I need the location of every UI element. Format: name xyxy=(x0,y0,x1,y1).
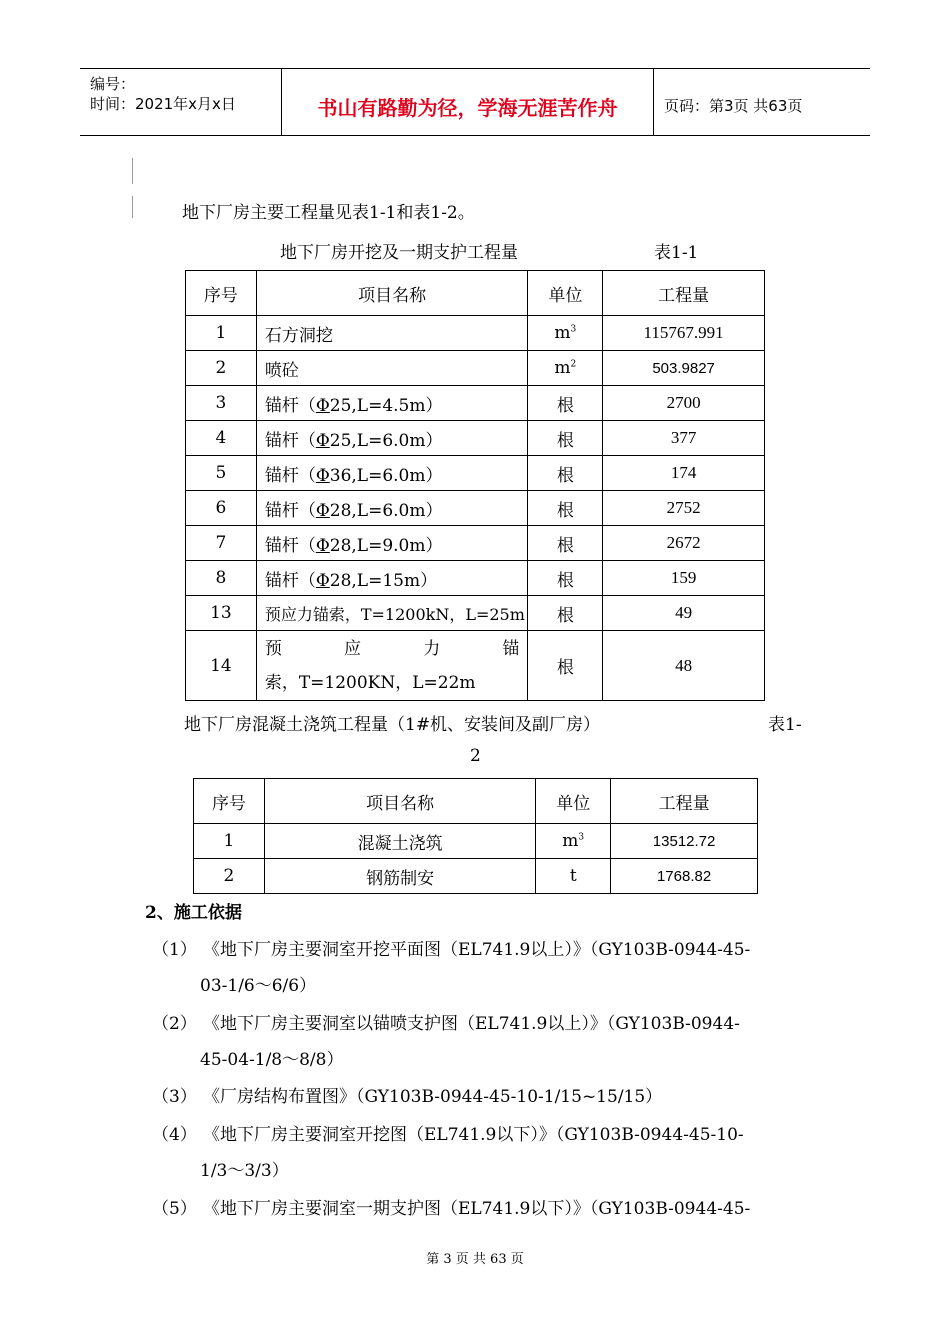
item-name: 预应力锚索，T=1200kN，L=25m xyxy=(256,596,528,631)
unit-sup: 2 xyxy=(570,359,577,370)
name-part: 锚杆（ xyxy=(264,500,316,521)
item-name: 钢筋制安 xyxy=(264,859,535,894)
item-name xyxy=(256,491,528,526)
diameter-symbol: Φ xyxy=(315,430,330,451)
quantity-cell: 49 xyxy=(603,596,765,631)
table-row xyxy=(186,526,765,561)
quantity-cell: 2700 xyxy=(603,386,765,421)
number-label: 编号： xyxy=(90,75,136,93)
table2-caption: 地下厂房混凝土浇筑工程量（1#机、安装间及副厂房） xyxy=(184,715,601,735)
quantity-cell: 174 xyxy=(603,456,765,491)
table2-number-cont: 2 xyxy=(470,746,481,766)
table-row xyxy=(186,491,765,526)
header-cell: 单位 xyxy=(536,779,611,824)
name-part: 锚杆（ xyxy=(264,570,316,591)
table-row xyxy=(186,561,765,596)
name-part: 锚杆（ xyxy=(264,535,316,556)
row-number: 14 xyxy=(186,631,257,701)
unit-text: m xyxy=(554,358,571,378)
unit-cell: 根 xyxy=(528,386,603,421)
header-cell: 单位 xyxy=(528,271,603,316)
basis-line: 《厂房结构布置图》（GY103B-0944-45-10-1/15~15/15） xyxy=(203,1087,663,1107)
quantity-cell: 48 xyxy=(603,631,765,701)
name-part: 36,L=6.0m） xyxy=(329,465,443,486)
unit-cell: 根 xyxy=(528,456,603,491)
name-char: 应 xyxy=(344,638,362,659)
quantity-cell: 13512.72 xyxy=(611,824,758,859)
table-row xyxy=(194,824,758,859)
name-part: 28,L=9.0m） xyxy=(329,535,443,556)
row-number: 1 xyxy=(194,824,265,859)
basis-line: 03-1/6～6/6） xyxy=(200,976,317,996)
unit-cell: t xyxy=(536,859,611,894)
table-row xyxy=(186,316,765,351)
name-char: 锚 xyxy=(502,638,520,659)
basis-line: 《地下厂房主要洞室开挖图（EL741.9以下）》（GY103B-0944-45-10- xyxy=(203,1125,744,1145)
name-part: 28,L=6.0m） xyxy=(329,500,443,521)
table-header-row xyxy=(186,271,765,316)
basis-index: （5） xyxy=(152,1199,197,1219)
unit-cell: 根 xyxy=(528,596,603,631)
table1-number: 表1-1 xyxy=(654,243,699,263)
unit-cell: 根 xyxy=(528,526,603,561)
unit-sup: 3 xyxy=(570,324,577,335)
item-name-line2: 索，T=1200KN，L=22m xyxy=(264,672,476,693)
quantity-cell: 2672 xyxy=(603,526,765,561)
table-header-row xyxy=(194,779,758,824)
name-part: 锚杆（ xyxy=(264,395,316,416)
unit-text: m xyxy=(554,323,571,343)
table1-caption: 地下厂房开挖及一期支护工程量 xyxy=(280,243,518,263)
basis-line: 1/3～3/3） xyxy=(200,1161,289,1181)
unit-cell: 根 xyxy=(528,421,603,456)
unit-cell: 根 xyxy=(528,631,603,701)
margin-bar xyxy=(132,196,133,218)
page-footer: 第 3 页 共 63 页 xyxy=(426,1252,524,1267)
quantity-cell: 377 xyxy=(603,421,765,456)
basis-line: 《地下厂房主要洞室一期支护图（EL741.9以下）》（GY103B-0944-45- xyxy=(203,1199,751,1219)
name-char: 力 xyxy=(423,638,441,659)
time-label: 时间：2021年x月x日 xyxy=(90,95,236,113)
diameter-symbol: Φ xyxy=(315,570,330,591)
page-info: 页码：第3页 共63页 xyxy=(664,97,803,115)
name-part: 25,L=6.0m） xyxy=(329,430,443,451)
unit-cell: 根 xyxy=(528,491,603,526)
row-number: 6 xyxy=(186,491,257,526)
header-cell: 序号 xyxy=(186,271,257,316)
header-cell: 项目名称 xyxy=(256,271,528,316)
name-part: 锚杆（ xyxy=(264,465,316,486)
basis-line: 《地下厂房主要洞室开挖平面图（EL741.9以上）》（GY103B-0944-45- xyxy=(203,940,751,960)
diameter-symbol: Φ xyxy=(315,535,330,556)
unit-cell xyxy=(536,824,611,859)
table-2 xyxy=(193,778,758,894)
header-meta-cell xyxy=(80,69,282,135)
quantity-cell: 159 xyxy=(603,561,765,596)
diameter-symbol: Φ xyxy=(315,465,330,486)
row-number: 2 xyxy=(194,859,265,894)
row-number: 7 xyxy=(186,526,257,561)
basis-index: （1） xyxy=(152,940,197,960)
table-row xyxy=(186,456,765,491)
unit-cell xyxy=(528,351,603,386)
unit-sup: 3 xyxy=(578,832,585,843)
table-row xyxy=(186,386,765,421)
quantity-cell: 115767.991 xyxy=(603,316,765,351)
row-number: 8 xyxy=(186,561,257,596)
unit-cell: 根 xyxy=(528,561,603,596)
intro-text: 地下厂房主要工程量见表1-1和表1-2。 xyxy=(182,203,475,223)
basis-index: （4） xyxy=(152,1125,197,1145)
row-number: 5 xyxy=(186,456,257,491)
quantity-cell: 503.9827 xyxy=(603,351,765,386)
diameter-symbol: Φ xyxy=(315,500,330,521)
basis-index: （3） xyxy=(152,1087,197,1107)
item-name xyxy=(256,631,528,701)
item-name-line1 xyxy=(257,632,528,666)
table-row xyxy=(186,596,765,631)
diameter-symbol: Φ xyxy=(315,395,330,416)
basis-line: 45-04-1/8～8/8） xyxy=(200,1050,344,1070)
header-cell: 项目名称 xyxy=(264,779,535,824)
unit-text: m xyxy=(562,831,579,851)
item-name: 石方洞挖 xyxy=(256,316,528,351)
name-char: 预 xyxy=(264,638,282,659)
unit-cell xyxy=(528,316,603,351)
name-part: 锚杆（ xyxy=(264,430,316,451)
page-header xyxy=(80,68,870,136)
row-number: 2 xyxy=(186,351,257,386)
header-cell: 工程量 xyxy=(603,271,765,316)
header-motto-cell xyxy=(282,69,654,135)
basis-line: 《地下厂房主要洞室以锚喷支护图（EL741.9以上）》（GY103B-0944- xyxy=(203,1014,740,1034)
margin-bar xyxy=(132,158,133,184)
item-name xyxy=(256,421,528,456)
row-number: 13 xyxy=(186,596,257,631)
header-cell: 序号 xyxy=(194,779,265,824)
header-cell: 工程量 xyxy=(611,779,758,824)
name-part: 28,L=15m） xyxy=(329,570,438,591)
item-name xyxy=(256,561,528,596)
row-number: 1 xyxy=(186,316,257,351)
name-part: 25,L=4.5m） xyxy=(329,395,443,416)
table-row xyxy=(186,351,765,386)
item-name xyxy=(256,386,528,421)
motto: 书山有路勤为径，学海无涯苦作舟 xyxy=(317,96,618,120)
basis-index: （2） xyxy=(152,1014,197,1034)
item-name: 混凝土浇筑 xyxy=(264,824,535,859)
quantity-cell: 1768.82 xyxy=(611,859,758,894)
item-name: 喷砼 xyxy=(256,351,528,386)
table-row xyxy=(186,421,765,456)
row-number: 3 xyxy=(186,386,257,421)
table-row xyxy=(186,631,765,701)
quantity-cell: 2752 xyxy=(603,491,765,526)
table-1 xyxy=(185,270,765,701)
item-name xyxy=(256,526,528,561)
row-number: 4 xyxy=(186,421,257,456)
table-row xyxy=(194,859,758,894)
header-page-cell xyxy=(654,69,870,135)
table2-number: 表1- xyxy=(768,715,802,735)
item-name xyxy=(256,456,528,491)
section-title: 2、施工依据 xyxy=(145,903,242,923)
